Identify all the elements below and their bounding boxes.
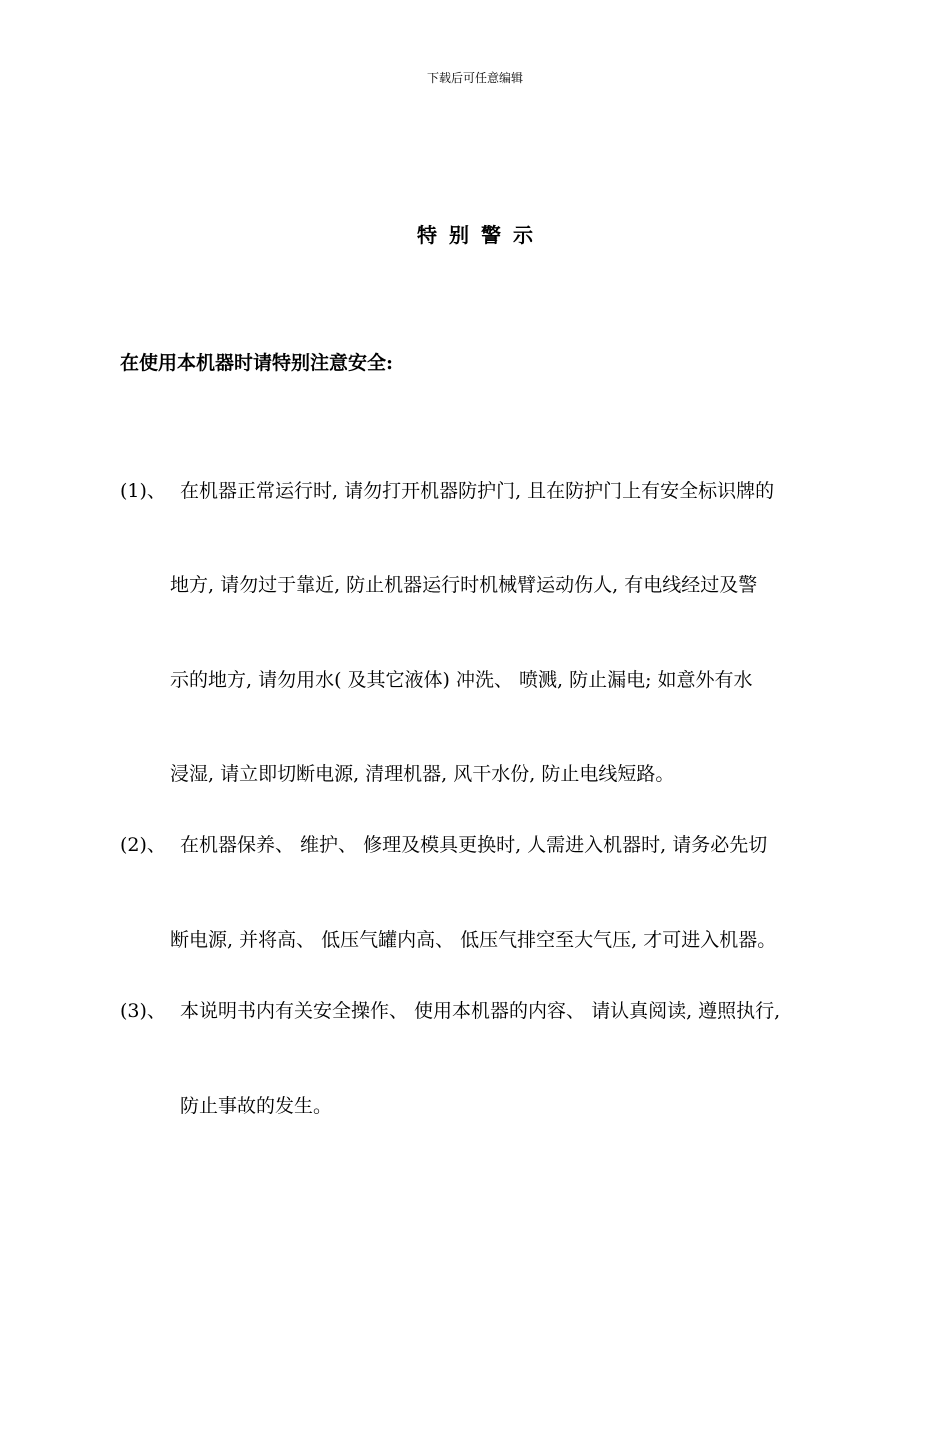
item-2-number: (2)、 (120, 834, 166, 856)
document-title: 特别警示 (417, 223, 545, 247)
item-2-line-2: 断电源, 并将高、 低压气罐内高、 低压气排空至大气压, 才可进入机器。 (170, 929, 777, 951)
item-3-line-1: 本说明书内有关安全操作、 使用本机器的内容、 请认真阅读, 遵照执行, (180, 1000, 781, 1022)
intro-heading: 在使用本机器时请特别注意安全: (120, 352, 394, 374)
item-1-number: (1)、 (120, 480, 166, 502)
item-1-line-4: 浸湿, 请立即切断电源, 清理机器, 风干水份, 防止电线短路。 (170, 763, 675, 785)
page-header: 下载后可任意编辑 (426, 71, 523, 85)
item-1-line-1: 在机器正常运行时, 请勿打开机器防护门, 且在防护门上有安全标识牌的 (180, 480, 775, 502)
item-2-line-1: 在机器保养、 维护、 修理及模具更换时, 人需进入机器时, 请务必先切 (180, 834, 768, 856)
item-3-number: (3)、 (120, 1000, 166, 1022)
item-1-line-3: 示的地方, 请勿用水( 及其它液体) 冲洗、 喷溅, 防止漏电; 如意外有水 (170, 669, 753, 691)
item-3-line-2: 防止事故的发生。 (180, 1095, 333, 1117)
item-1-line-2: 地方, 请勿过于靠近, 防止机器运行时机械臂运动伤人, 有电线经过及警 (170, 574, 758, 596)
